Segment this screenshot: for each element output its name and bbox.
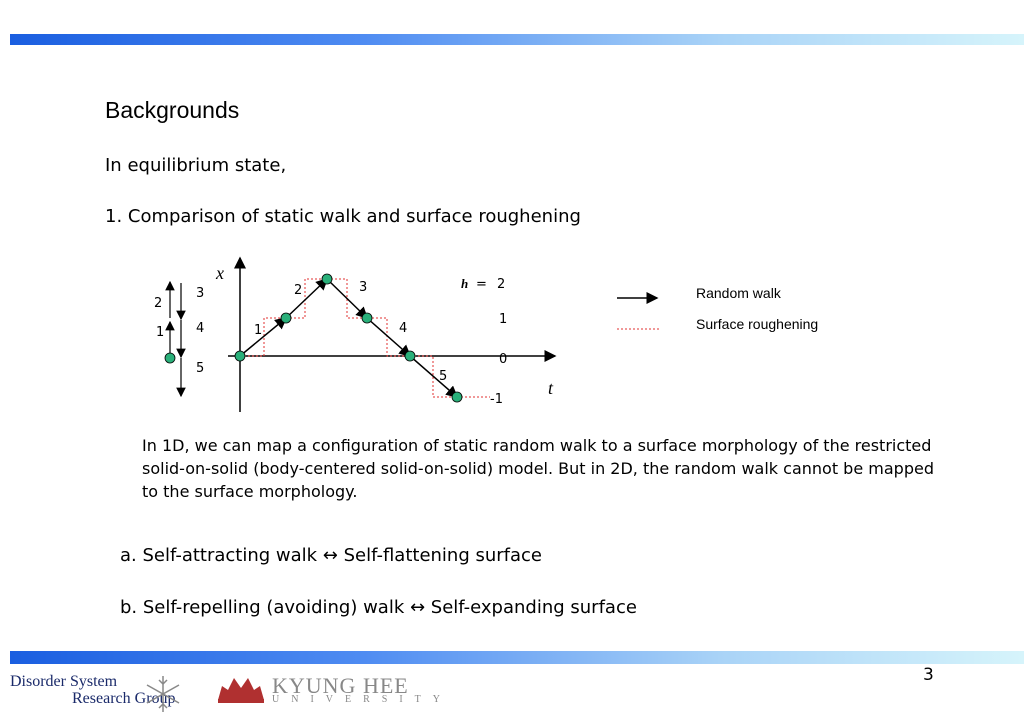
walk-step-2 (286, 279, 327, 318)
legend-random-walk: Random walk (696, 285, 781, 301)
walk-node (405, 351, 415, 361)
left-label: 4 (196, 321, 205, 336)
university-name: KYUNG HEE (272, 673, 409, 698)
walk-node (452, 392, 462, 402)
snowflake-icon (138, 672, 188, 716)
research-group-logo-text: Research Group (72, 690, 176, 707)
x-axis-label: x (216, 263, 224, 283)
legend-surface-roughening: Surface roughening (696, 316, 819, 332)
h-value: -1 (490, 392, 503, 407)
step-label: 2 (294, 283, 303, 298)
step-label: 3 (359, 280, 368, 295)
left-label: 3 (196, 286, 205, 301)
walk-node (235, 351, 245, 361)
t-axis-label: t (548, 378, 554, 398)
step-label: 4 (399, 321, 408, 336)
disorder-system-logo-text: Disorder System (10, 673, 118, 690)
left-label: 5 (196, 361, 205, 376)
walk-node (322, 274, 332, 284)
h-label: h (461, 276, 469, 291)
explanation-paragraph: In 1D, we can map a configuration of static random walk to a surface morphology of the restricted solid-on-solid (body-centered solid-on-solid) model. But in 2D, the random walk cannot be mapped to the surface morphology. (142, 436, 934, 501)
footer-gradient-bar (10, 651, 1024, 664)
left-label: 2 (154, 296, 163, 311)
page-number: 3 (923, 665, 934, 685)
step-label: 1 (254, 323, 263, 338)
item-b: b. Self-repelling (avoiding) walk ↔ Self-expanding surface (120, 597, 637, 618)
h-value: 1 (499, 312, 508, 327)
left-label: 1 (156, 325, 165, 340)
slide-title: Backgrounds (105, 97, 240, 123)
kyung-hee-emblem-icon (214, 672, 268, 704)
university-subtitle: UNIVERSITY (272, 694, 452, 705)
walk-step-1 (240, 318, 286, 356)
walk-node (281, 313, 291, 323)
surface-profile (240, 279, 490, 397)
walk-node (362, 313, 372, 323)
section-heading: 1. Comparison of static walk and surface roughening (105, 206, 581, 227)
h-value: 0 (499, 352, 508, 367)
h-equals: = (476, 277, 487, 292)
step-label: 5 (439, 369, 448, 384)
item-a: a. Self-attracting walk ↔ Self-flattening surface (120, 545, 543, 566)
slide-subtitle: In equilibrium state, (105, 155, 287, 176)
left-start-node (165, 353, 175, 363)
h-value: 2 (497, 277, 506, 292)
